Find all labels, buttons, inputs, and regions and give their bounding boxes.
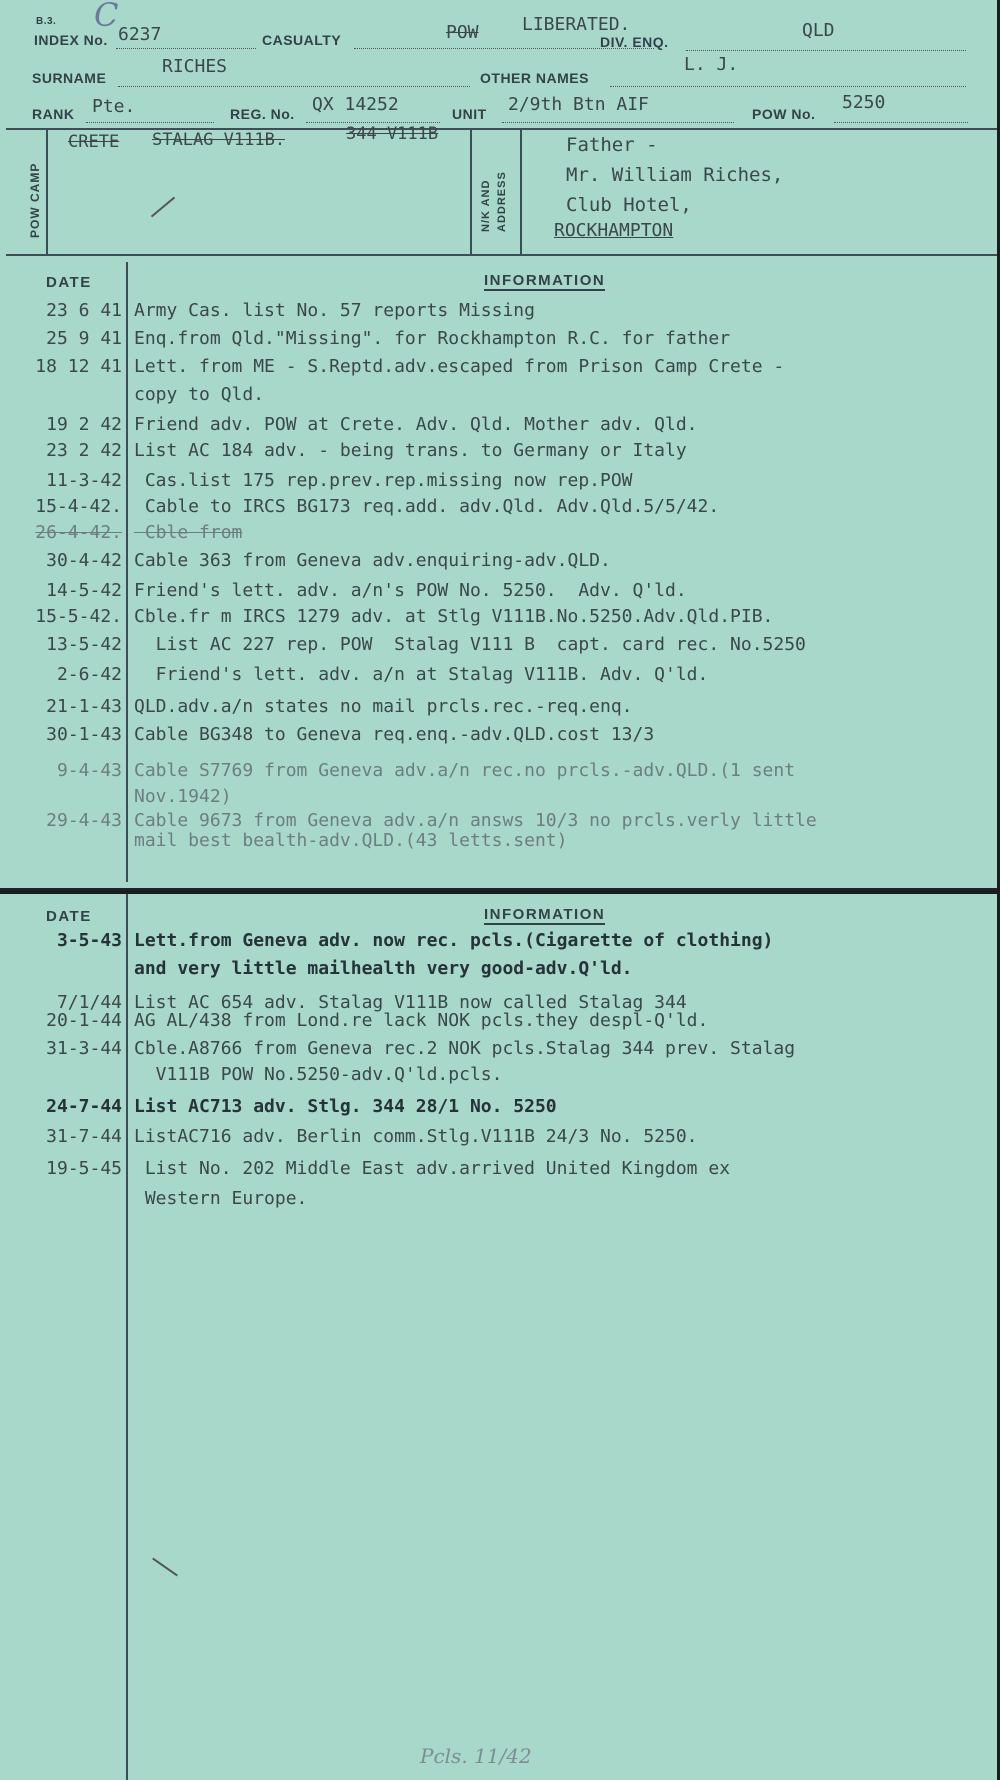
unit-label: UNIT (452, 106, 487, 122)
nok-line-1: Father - (566, 134, 658, 156)
information-column-header: INFORMATION (484, 272, 606, 289)
pencil-mark: C (94, 0, 119, 34)
index-value: 6237 (118, 24, 162, 45)
other-names-label: OTHER NAMES (480, 70, 589, 86)
record-card-front: B.3. C INDEX No. 6237 CASUALTY POW LIBERATED. DIV. ENQ. QLD SURNAME RICHES OTHER NAMES L. J. RANK Pte. REG. No. QX 14252 UNIT 2/9th Btn AIF POW No. 5250 POW CAMP CRETE STALAG V111B. 344 V111B N/K AND ADDRESS Father - Mr. William Riches, Club Hotel, ROCKHAMPTON DATE INFORMATION 23 6 41 Army Cas. list No. 57 reports Missing 25 9 41 Enq.from Qld."Missing". for Rockhampton R.C. for father 18 12 41 Lett. from ME - S.Reptd.adv.escaped from Prison Camp Crete - copy to Qld. 19 2 42 Friend adv. POW at Crete. Adv. Qld. Mother adv. Qld. 23 2 42 List AC 184 adv. - being trans. to Germany or Italy 11-3-42 Cas.list 175 rep.prev.rep.missing now rep.POW 15-4-42. Cable to IRCS BG173 req.add. adv.Qld. Adv.Qld.5/5/42. 26-4-42. Cble from 30-4-42 Cable 363 from Geneva adv.enquiring-adv.QLD. 14-5-42 Friend's lett. adv. a/n's POW No. 5250. Adv. Q'ld. 15-5-42. Cble.fr m IRCS 1279 adv. at Stlg V111B.No.5250.Adv.Qld.PIB. 13-5-42 List AC 227 rep. POW Stalag V111 B capt. card rec. No.5250 2-6-42 Friend's lett. adv. a/n at Stalag V111B. Adv. Q'ld. 21-1-43 QLD.adv.a/n states no mail prcls.rec.-req.enq. 30-1-43 Cable BG348 to Geneva req.enq.-adv.QLD.cost 13/3 9-4-43 Cable S7769 from Geneva adv.a/n rec.no prcls.-adv.QLD.(1 sent Nov.1942) 29-4-43 Cable 9673 from Geneva adv.a/n answs 10/3 no prcls.verly little mail best bealth-adv.QLD.(43 letts.sent) (0, 0, 997, 890)
nok-line-2: Mr. William Riches, (566, 164, 784, 186)
date-column-header: DATE (46, 274, 92, 291)
casualty-label: CASUALTY (262, 32, 342, 48)
unit-value: 2/9th Btn AIF (508, 94, 649, 115)
pencil-tick (151, 197, 175, 218)
date-column-header: DATE (46, 908, 92, 925)
div-enq-value: QLD (802, 20, 835, 41)
nok-line-4: ROCKHAMPTON (554, 220, 674, 241)
rank-value: Pte. (92, 96, 136, 117)
nok-label-1: N/K AND (480, 179, 492, 232)
casualty-struck: POW (446, 22, 479, 43)
surname-label: SURNAME (32, 70, 107, 86)
div-enq-label: DIV. ENQ. (600, 34, 669, 50)
pencil-tick (152, 1558, 178, 1577)
pow-number-label: POW No. (752, 106, 816, 122)
rank-label: RANK (32, 106, 75, 122)
surname-value: RICHES (162, 56, 228, 77)
record-card-back: DATE INFORMATION 3-5-43 Lett.from Geneva adv. now rec. pcls.(Cigarette of clothing) and very little mailhealth very good-adv.Q'ld. 7/1/44 List AC 654 adv. Stalag V111B now called Stalag 344 20-1-44 AG AL/438 from Lond.re lack NOK pcls.they despl-Q'ld. 31-3-44 Cble.A8766 from Geneva rec.2 NOK pcls.Stalag 344 prev. Stalag V111B POW No.5250-adv.Q'ld.pcls. 24-7-44 List AC713 adv. Stlg. 344 28/1 No. 5250 31-7-44 ListAC716 adv. Berlin comm.Stlg.V111B 24/3 No. 5250. 19-5-45 List No. 202 Middle East adv.arrived United Kingdom ex Western Europe. Pcls. 11/42 (0, 894, 997, 1780)
nok-line-3: Club Hotel, (566, 194, 692, 216)
pow-camp-label: POW CAMP (28, 162, 42, 238)
other-names-value: L. J. (684, 54, 739, 75)
pow-camp-344: 344 V111B (346, 124, 439, 144)
pencil-note: Pcls. 11/42 (420, 1744, 532, 1768)
nok-label-2: ADDRESS (496, 171, 508, 232)
pow-number-value: 5250 (842, 92, 886, 113)
form-code: B.3. (36, 16, 57, 27)
casualty-value: LIBERATED. (522, 14, 631, 35)
reg-label: REG. No. (230, 106, 295, 122)
reg-value: QX 14252 (312, 94, 399, 115)
pow-camp-crete: CRETE (68, 132, 120, 152)
information-column-header: INFORMATION (484, 906, 606, 923)
pow-camp-stalag: STALAG V111B. (152, 130, 286, 150)
index-label: INDEX No. (34, 32, 108, 48)
